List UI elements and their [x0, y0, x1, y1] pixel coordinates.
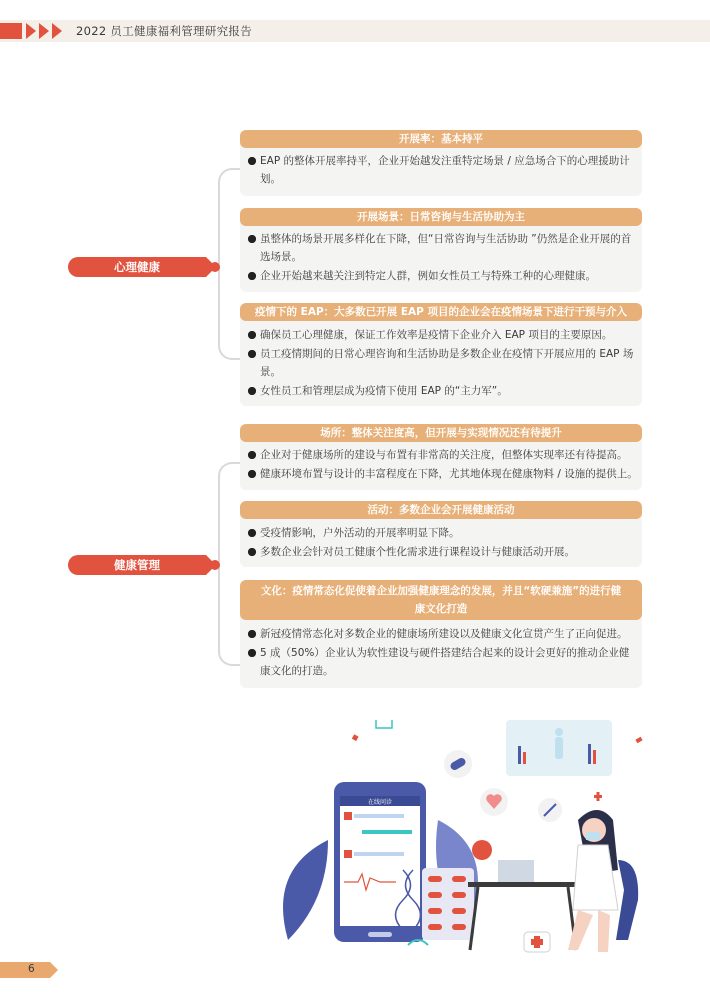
- bullet-item: 多数企业会针对员工健康个性化需求进行课程设计与健康活动开展。: [246, 543, 638, 561]
- chevron-right-icon: [52, 23, 62, 39]
- bullet-item: EAP 的整体开展率持平，企业开始越发注重特定场景 / 应急场合下的心理援助计划。: [246, 152, 638, 188]
- category-label-mental-health: 心理健康: [68, 257, 206, 277]
- page-number-tab: [0, 962, 50, 978]
- bullet-item: 企业对于健康场所的建设与布置有非常高的关注度，但整体实现率还有待提高。: [246, 446, 638, 464]
- bullet-item: 健康环境布置与设计的丰富程度在下降，尤其地体现在健康物料 / 设施的提供上。: [246, 465, 638, 483]
- online-consultation-illustration: [268, 710, 648, 972]
- panel-title: 活动：多数企业会开展健康活动: [240, 501, 642, 519]
- connector-dot: [210, 560, 220, 570]
- page-header: [0, 20, 710, 42]
- connector-dot: [210, 262, 220, 272]
- bullet-item: 员工疫情期间的日常心理咨询和生活协助是多数企业在疫情下开展应用的 EAP 场景。: [246, 345, 638, 381]
- doctor-figure: [568, 792, 638, 952]
- category-label-health-management: 健康管理: [68, 555, 206, 575]
- section-bracket: [218, 168, 240, 360]
- panel-title: 开展场景：日常咨询与生活协助为主: [240, 208, 642, 226]
- panel-title: 场所：整体关注度高，但开展与实现情况还有待提升: [240, 424, 642, 442]
- bullet-item: 5 成（50%）企业认为软性建设与硬件搭建结合起来的设计会更好的推动企业健康文化的打造。: [246, 644, 638, 680]
- bullet-item: 受疫情影响，户外活动的开展率明显下降。: [246, 524, 638, 542]
- page-number: 6: [28, 963, 35, 975]
- chevron-right-icon: [26, 23, 36, 39]
- bullet-item: 女性员工和管理层成为疫情下使用 EAP 的“主力军”。: [246, 382, 638, 400]
- chevron-right-icon: [39, 23, 49, 39]
- bullet-item: 确保员工心理健康，保证工作效率是疫情下企业介入 EAP 项目的主要原因。: [246, 326, 638, 344]
- svg-text:在线问诊: 在线问诊: [367, 799, 393, 806]
- header-accent-bar: [0, 23, 22, 39]
- panel-title: 开展率：基本持平: [240, 130, 642, 148]
- report-title: 2022 员工健康福利管理研究报告: [76, 24, 253, 38]
- bullet-item: 新冠疫情常态化对多数企业的健康场所建设以及健康文化宣贯产生了正向促进。: [246, 625, 638, 643]
- panel-title: 文化：疫情常态化促使着企业加强健康理念的发展，并且“软硬兼施”的进行健康文化打造: [240, 580, 642, 620]
- section-bracket: [218, 462, 240, 666]
- bullet-item: 企业开始越来越关注到特定人群，例如女性员工与特殊工种的心理健康。: [246, 267, 638, 285]
- bullet-item: 虽整体的场景开展多样化在下降，但“日常咨询与生活协助 ”仍然是企业开展的首选场景。: [246, 230, 638, 266]
- panel-title: 疫情下的 EAP：大多数已开展 EAP 项目的企业会在疫情场景下进行干预与介入: [240, 303, 642, 321]
- body-scan-monitor-icon: [506, 720, 612, 776]
- phone-app-icon: [334, 782, 426, 942]
